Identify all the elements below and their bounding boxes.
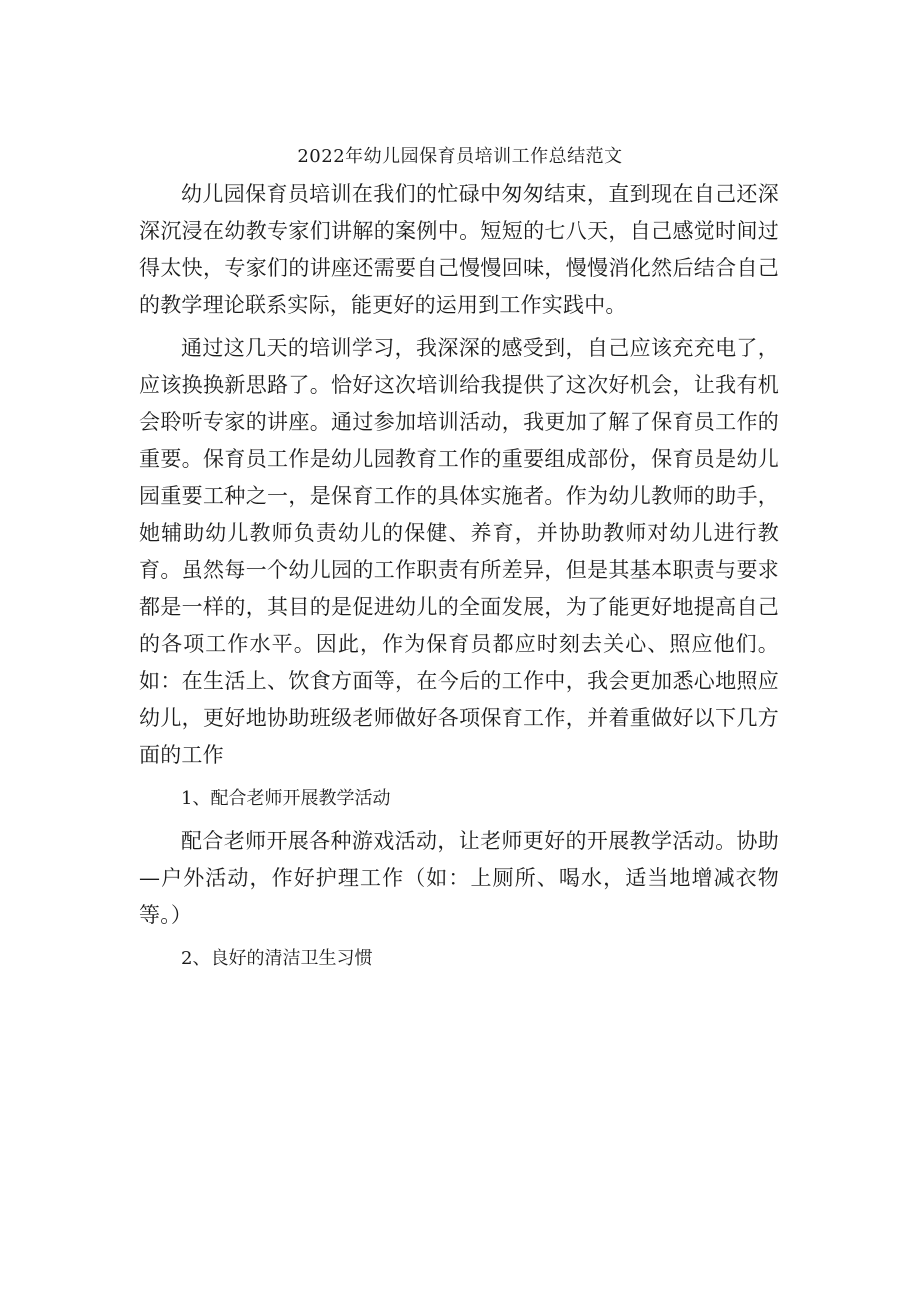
- section-heading-2: 2、良好的清洁卫生习惯: [181, 948, 373, 969]
- paragraph-section-1: 配合老师开展各种游戏活动，让老师更好的开展教学活动。协助—户外活动，作好护理工作（如：上厕所、喝水，适当地增减衣物等。）: [139, 829, 779, 927]
- document-title: 2022年幼儿园保育员培训工作总结范文: [297, 146, 623, 167]
- paragraph-intro: 幼儿园保育员培训在我们的忙碌中匆匆结束，直到现在自己还深深沉浸在幼教专家们讲解的案例中。短短的七八天，自己感觉时间过得太快，专家们的讲座还需要自己慢慢回味，慢慢消化然后结合自己的教学理论联系实际，能更好的运用到工作实践中。: [139, 182, 779, 317]
- document-body: [139, 176, 779, 983]
- paragraph-training-reflection: 通过这几天的培训学习，我深深的感受到，自己应该充充电了，应该换换新思路了。恰好这次培训给我提供了这次好机会，让我有机会聆听专家的讲座。通过参加培训活动，我更加了解了保育员工作的重要。保育员工作是幼儿园教育工作的重要组成部份，保育员是幼儿园重要工种之一，是保育工作的具体实施者。作为幼儿教师的助手，她辅助幼儿教师负责幼儿的保健、养育，并协助教师对幼儿进行教育。虽然每一个幼儿园的工作职责有所差异，但是其基本职责与要求都是一样的，其目的是促进幼儿的全面发展，为了能更好地提高自己的各项工作水平。因此，作为保育员都应时刻去关心、照应他们。如：在生活上、饮食方面等，在今后的工作中，我会更加悉心地照应幼儿，更好地协助班级老师做好各项保育工作，并着重做好以下几方面的工作: [139, 336, 779, 767]
- section-heading-1: 1、配合老师开展教学活动: [181, 788, 391, 809]
